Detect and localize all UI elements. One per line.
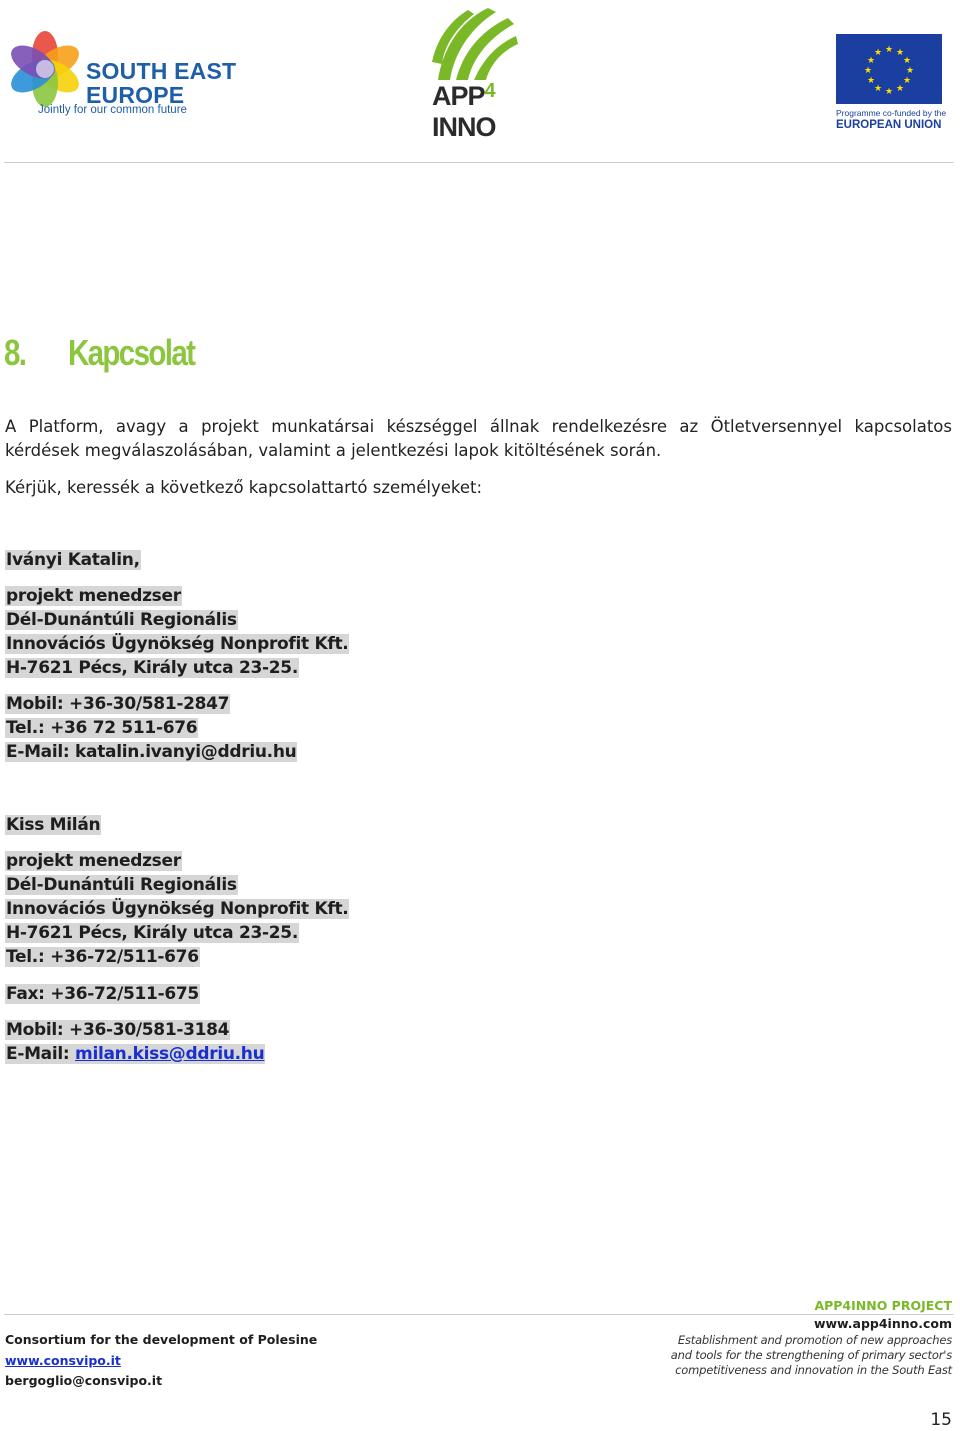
page-number: 15 xyxy=(930,1410,952,1430)
footer-project-url: www.app4inno.com xyxy=(813,1316,952,1331)
section-number: 8. xyxy=(4,332,26,373)
contact-email-label: E-Mail: xyxy=(6,1044,76,1064)
app4inno-logo xyxy=(428,2,522,144)
south-east-europe-logo xyxy=(4,24,236,124)
svg-text:★: ★ xyxy=(902,76,912,86)
see-flower-icon xyxy=(4,28,86,110)
contact-name: Kiss Milán xyxy=(6,815,101,835)
see-logo-line1: SOUTH EAST xyxy=(86,58,237,84)
app4inno-wordmark-app: APP xyxy=(432,81,485,111)
contact-request-paragraph: Kérjük, keressék a következő kapcsolattartó személyeket: xyxy=(5,478,483,497)
contact-tel: Tel.: +36-72/511-676 xyxy=(6,947,199,967)
contact-email xyxy=(5,1044,265,1064)
footer-project-desc-line1: Establishment and promotion of new approaches xyxy=(677,1333,952,1347)
footer-project-title: APP4INNO PROJECT xyxy=(814,1298,952,1313)
intro-paragraph-line2: kérdések megválaszolásában, valamint a jelentkezési lapok kitöltésének során. xyxy=(5,441,662,460)
app4inno-wordmark-digit: 4 xyxy=(484,80,495,102)
contact-org-line1: Dél-Dunántúli Regionális xyxy=(6,610,237,630)
svg-text:★: ★ xyxy=(884,45,894,55)
svg-text:★: ★ xyxy=(905,66,915,76)
contact-role: projekt menedzser xyxy=(6,586,181,606)
app4inno-field-icon xyxy=(428,2,520,82)
contact-email: E-Mail: katalin.ivanyi@ddriu.hu xyxy=(6,742,297,762)
eu-flag-icon xyxy=(836,34,942,104)
svg-text:★: ★ xyxy=(895,84,905,94)
header-divider xyxy=(4,162,954,163)
contact-name: Iványi Katalin, xyxy=(6,550,140,570)
eu-logo-line1: Programme co-funded by the xyxy=(836,108,947,118)
section-title: Kapcsolat xyxy=(67,332,195,373)
contact-address: H-7621 Pécs, Király utca 23-25. xyxy=(6,658,298,678)
footer-project-desc-line2: and tools for the strengthening of primary sector's xyxy=(670,1348,952,1362)
contact-mobile: Mobil: +36-30/581-3184 xyxy=(6,1020,230,1040)
svg-text:★: ★ xyxy=(866,56,876,66)
intro-paragraph-line1: A Platform, avagy a projekt munkatársai készséggel állnak rendelkezésre az Ötletversennyel kapcsolatos xyxy=(5,417,952,436)
svg-text:★: ★ xyxy=(863,66,873,76)
intro-paragraph xyxy=(5,415,952,463)
contact-role: projekt menedzser xyxy=(6,851,181,871)
see-logo-line2: EUROPE xyxy=(86,82,185,108)
svg-text:★: ★ xyxy=(895,48,905,58)
svg-text:★: ★ xyxy=(873,48,883,58)
contact-mobile: Mobil: +36-30/581-2847 xyxy=(6,694,230,714)
footer-org: Consortium for the development of Polesine xyxy=(5,1332,318,1347)
eu-logo xyxy=(834,34,946,134)
eu-logo-line2: EUROPEAN UNION xyxy=(836,119,942,131)
svg-text:★: ★ xyxy=(873,84,883,94)
svg-text:★: ★ xyxy=(866,76,876,86)
contact-fax: Fax: +36-72/511-675 xyxy=(6,984,199,1004)
footer-org-url[interactable]: www.consvipo.it xyxy=(5,1353,121,1368)
see-logo-tagline: Jointly for our common future xyxy=(38,104,187,116)
contact-tel: Tel.: +36 72 511-676 xyxy=(6,718,198,738)
footer-project-desc-line3: competitiveness and innovation in the South East xyxy=(675,1363,952,1377)
svg-text:★: ★ xyxy=(902,56,912,66)
contact-org-line1: Dél-Dunántúli Regionális xyxy=(6,875,237,895)
contact-address: H-7621 Pécs, Király utca 23-25. xyxy=(6,923,298,943)
app4inno-wordmark xyxy=(432,82,496,141)
footer-divider xyxy=(4,1314,954,1315)
svg-text:★: ★ xyxy=(884,87,894,97)
contact-org-line2: Innovációs Ügynökség Nonprofit Kft. xyxy=(6,634,349,654)
section-heading xyxy=(4,332,194,374)
contact-org-line2: Innovációs Ügynökség Nonprofit Kft. xyxy=(6,899,349,919)
footer-org-email: bergoglio@consvipo.it xyxy=(5,1373,163,1388)
app4inno-wordmark-inno: INNO xyxy=(432,112,496,142)
contact-email-link[interactable]: milan.kiss@ddriu.hu xyxy=(75,1044,265,1064)
